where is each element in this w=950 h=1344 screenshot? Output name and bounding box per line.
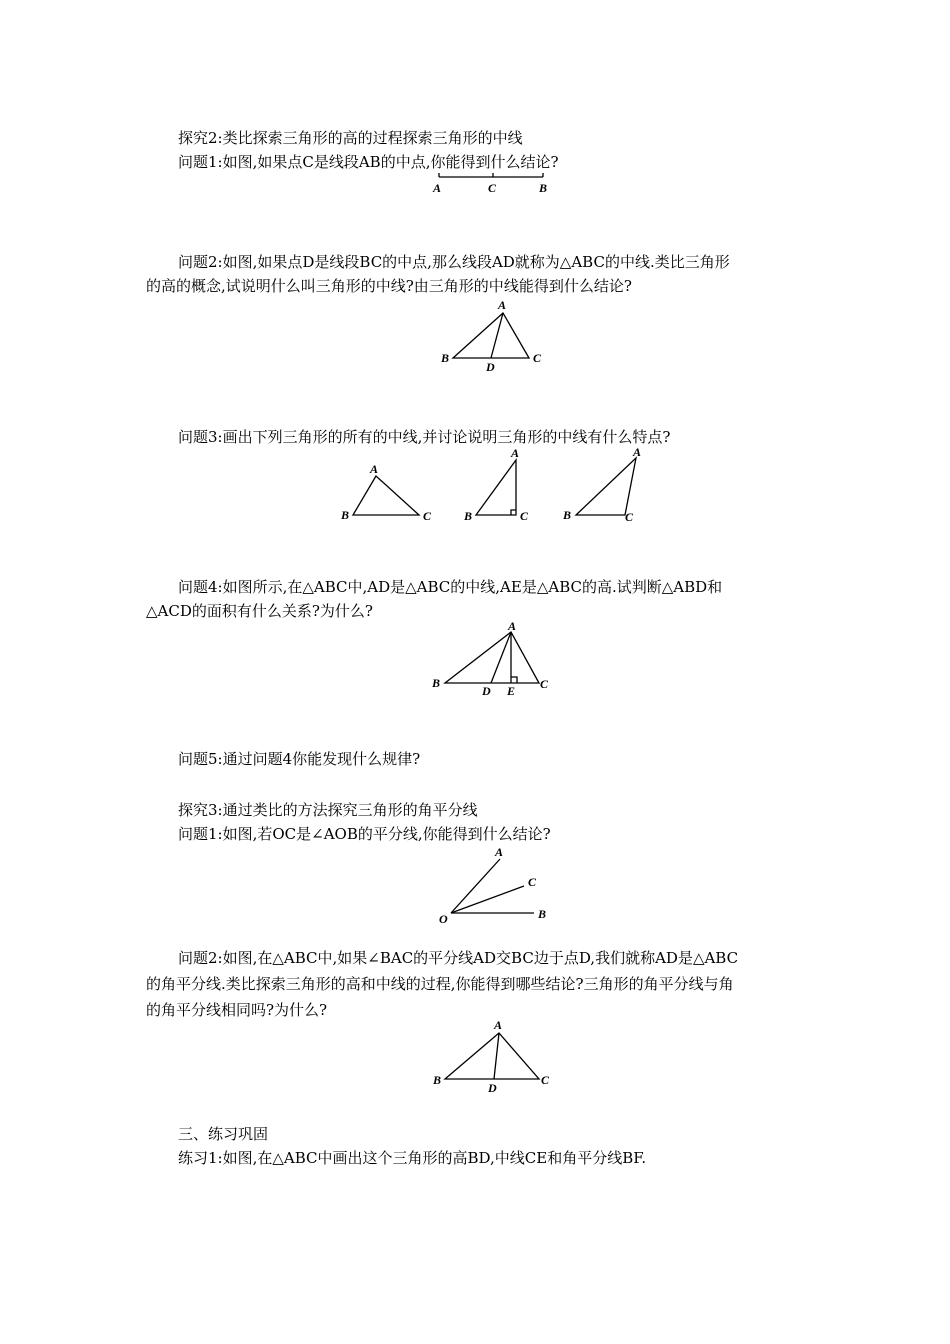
explore3-question2-line3: 的角平分线相同吗?为什么? (146, 1001, 328, 1019)
explore3-question1: 问题1:如图,若OC是∠AOB的平分线,你能得到什么结论? (178, 825, 551, 843)
vertex-label: A (508, 619, 517, 633)
explore2-question5: 问题5:通过问题4你能发现什么规律? (178, 750, 421, 768)
right-triangle-figure (460, 442, 540, 528)
ray-label: A (495, 845, 504, 859)
practice-heading: 三、练习巩固 (178, 1125, 269, 1143)
vertex-label: B (341, 508, 350, 522)
vertex-label: B (432, 676, 441, 690)
angle-bisector-figure (432, 838, 557, 930)
point-label: C (488, 181, 497, 195)
vertex-label: D (486, 360, 495, 374)
vertex-label: C (540, 677, 549, 691)
explore2-question2-line1: 问题2:如图,如果点D是线段BC的中点,那么线段AD就称为△ABC的中线.类比三角形 (178, 253, 730, 271)
vertex-label: D (482, 684, 491, 698)
vertex-label: B (433, 1073, 442, 1087)
explore3-question2-line2: 的角平分线.类比探索三角形的高和中线的过程,你能得到哪些结论?三角形的角平分线与角 (146, 975, 734, 993)
explore2-question2-line2: 的高的概念,试说明什么叫三角形的中线?由三角形的中线能得到什么结论? (146, 277, 632, 295)
explore3-question2-line1: 问题2:如图,在△ABC中,如果∠BAC的平分线AD交BC边于点D,我们就称AD是△ABC (178, 949, 739, 967)
acute-triangle-figure (335, 458, 445, 526)
vertex-label: E (507, 684, 516, 698)
vertex-label: B (464, 509, 473, 523)
vertex-label: C (520, 509, 529, 523)
vertex-label: A (370, 462, 379, 476)
vertex-label: A (633, 445, 642, 459)
obtuse-triangle-figure (558, 442, 653, 528)
vertex-label: A (511, 446, 520, 460)
vertex-label: B (563, 508, 572, 522)
vertex-label: C (625, 510, 634, 524)
vertex-label: A (498, 298, 507, 312)
ray-label: C (528, 875, 537, 889)
median-triangle-figure (435, 295, 550, 375)
segment-ab-figure (425, 170, 555, 202)
ray-label: O (439, 912, 448, 926)
point-label: B (539, 181, 548, 195)
explore2-title: 探究2:类比探索三角形的高的过程探索三角形的中线 (178, 129, 523, 147)
vertex-label: C (423, 509, 432, 523)
explore2-question3: 问题3:画出下列三角形的所有的中线,并讨论说明三角形的中线有什么特点? (178, 428, 671, 446)
vertex-label: B (441, 351, 450, 365)
vertex-label: C (533, 351, 542, 365)
explore3-title: 探究3:通过类比的方法探究三角形的角平分线 (178, 801, 478, 819)
point-label: A (433, 181, 442, 195)
vertex-label: C (541, 1073, 550, 1087)
practice-exercise1: 练习1:如图,在△ABC中画出这个三角形的高BD,中线CE和角平分线BF. (178, 1149, 647, 1167)
median-altitude-figure (428, 616, 558, 700)
explore2-question1: 问题1:如图,如果点C是线段AB的中点,你能得到什么结论? (178, 153, 559, 171)
explore2-question4-line2: △ACD的面积有什么关系?为什么? (146, 602, 373, 620)
bisector-triangle-figure (428, 1015, 558, 1097)
ray-label: B (538, 907, 547, 921)
vertex-label: A (494, 1018, 503, 1032)
explore2-question4-line1: 问题4:如图所示,在△ABC中,AD是△ABC的中线,AE是△ABC的高.试判断△ABD和 (178, 578, 723, 596)
vertex-label: D (488, 1081, 497, 1095)
